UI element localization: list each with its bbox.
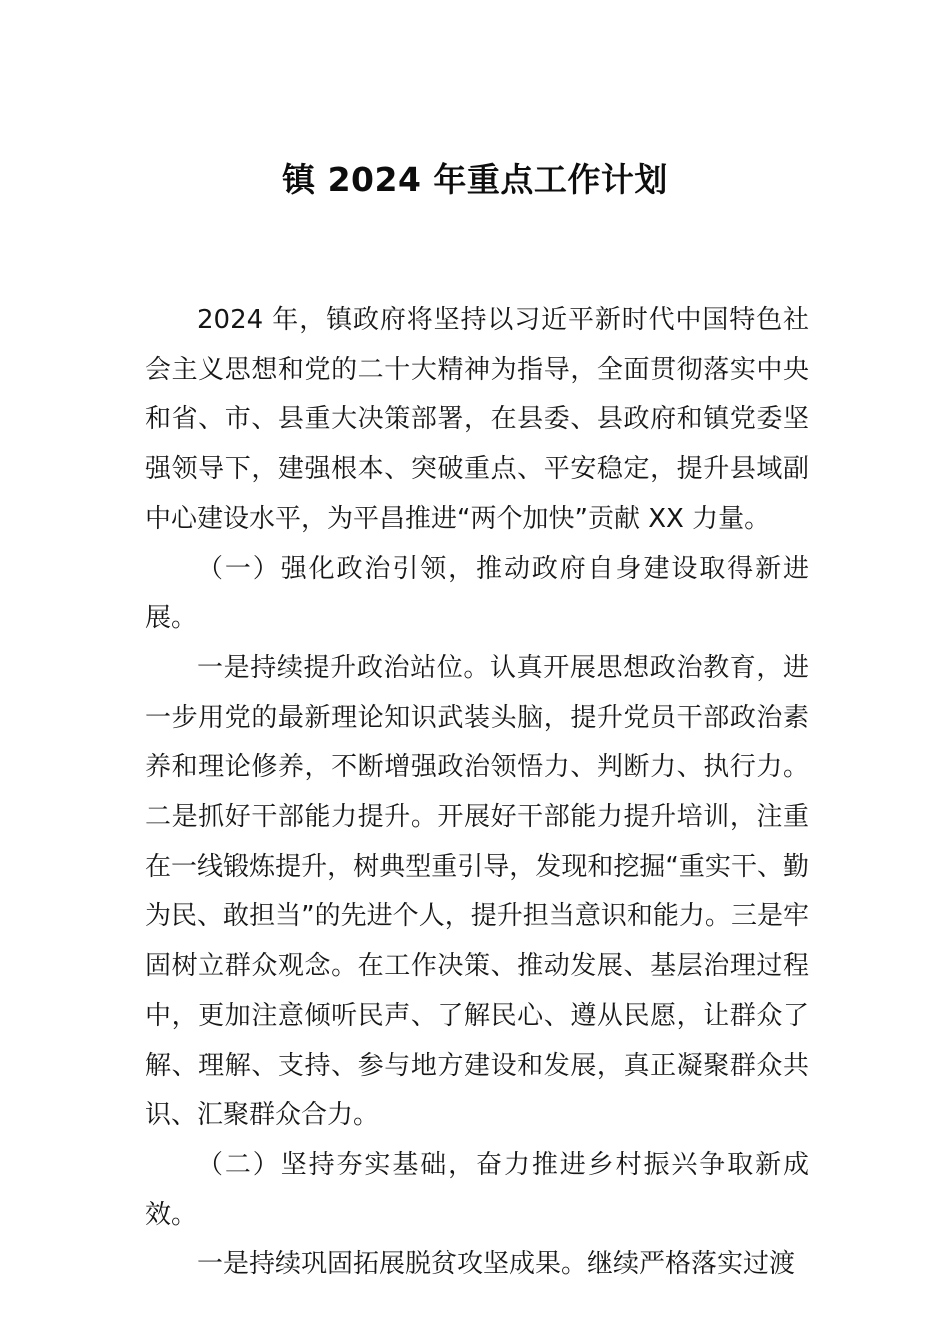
section-2-paragraph: 一是持续巩固拓展脱贫攻坚成果。继续严格落实过渡 [197,1249,796,1280]
section-1-paragraph: 一是持续提升政治站位。认真开展思想政治教育，进一步用党的最新理论知识武装头脑，提升党员干部政治素养和理论修养，不断增强政治领悟力、判断力、执行力。二是抓好干部能力提升。开展好干部能力提升培训，注重在一线锻炼提升，树典型重引导，发现和挖掘“重实干、勤为民、敢担当”的先进个人，提升担当意识和能力。三是牢固树立群众观念。在工作决策、推动发展、基层治理过程中，更加注意倾听民声、了解民心、遵从民愿，让群众了解、理解、支持、参与地方建设和发展，真正凝聚群众共识、汇聚群众合力。 [145,652,809,1131]
section-heading-2: （二）坚持夯实基础，奋力推进乡村振兴争取新成效。 [145,1149,809,1230]
document-title: 镇 2024 年重点工作计划 [282,160,668,199]
section-heading-1: （一）强化政治引领，推动政府自身建设取得新进展。 [145,553,809,634]
intro-paragraph: 2024 年，镇政府将坚持以习近平新时代中国特色社会主义思想和党的二十大精神为指导，全面贯彻落实中央和省、市、县重大决策部署，在县委、县政府和镇党委坚强领导下，建强根本、突破重点、平安稳定，提升县域副中心建设水平，为平昌推进“两个加快”贡献 XX 力量。 [145,305,809,534]
document-body [145,296,809,1290]
